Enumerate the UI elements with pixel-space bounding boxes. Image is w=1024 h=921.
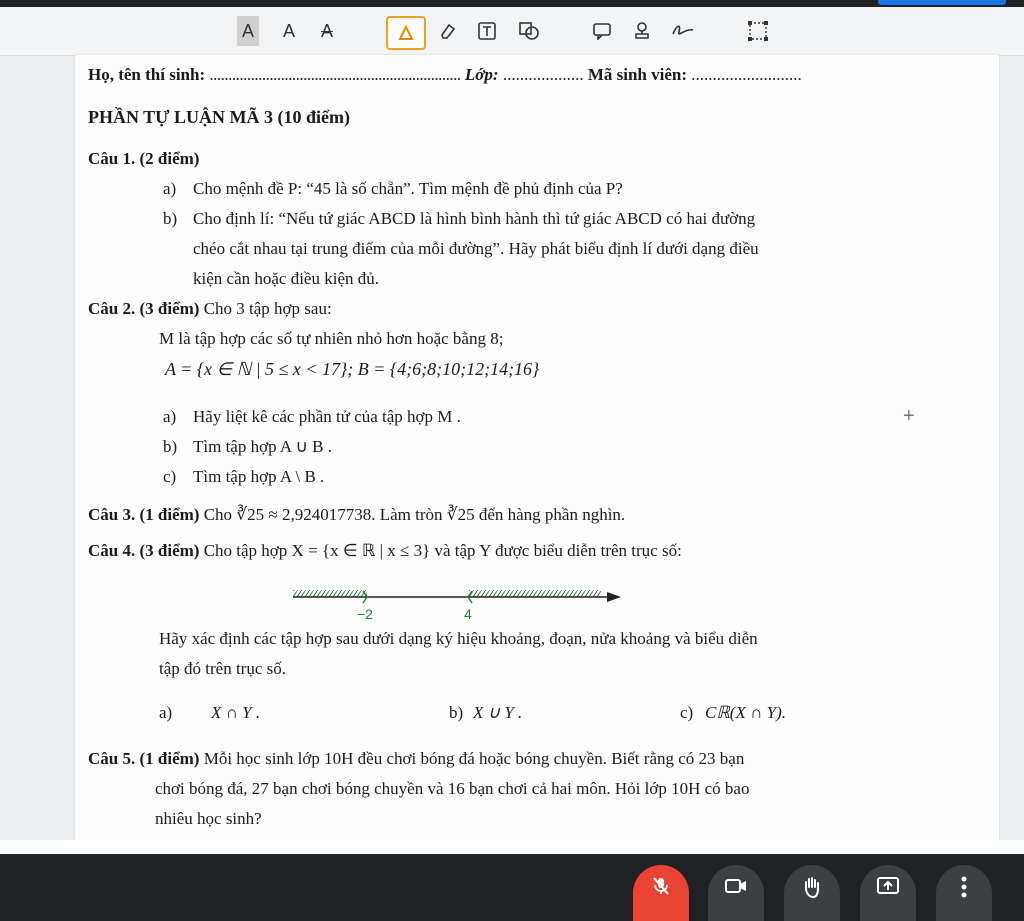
top-strip xyxy=(0,0,1024,7)
q2-set-definitions: A = {x ∈ ℕ | 5 ≤ x < 17}; B = {4;6;8;10;12;14;16} xyxy=(165,359,540,379)
comment-icon xyxy=(592,22,612,40)
class-label: Lớp: xyxy=(464,65,499,84)
text-box-icon xyxy=(477,21,497,41)
q1-a-label: a) xyxy=(163,179,177,198)
shape-button[interactable] xyxy=(514,16,544,46)
question-2-title: Câu 2. (3 điểm) xyxy=(88,299,200,318)
q2-a-text: Hãy liệt kê các phần tử của tập hợp M . xyxy=(193,407,461,426)
signature-icon xyxy=(671,22,695,40)
question-2-intro: Cho 3 tập hợp sau: xyxy=(203,299,332,318)
q2-a-label: a) xyxy=(163,407,177,426)
signature-button[interactable] xyxy=(668,16,698,46)
annotation-toolbar xyxy=(0,7,1024,56)
mic-toggle-button[interactable] xyxy=(633,865,689,921)
question-5-line1: Mỗi học sinh lớp 10H đều chơi bóng đá hoặc bóng chuyền. Biết rằng có 23 bạn xyxy=(203,749,745,768)
q4-a-label: a) xyxy=(159,703,173,722)
pen-tool-button[interactable] xyxy=(386,16,426,50)
text-highlight-button[interactable] xyxy=(237,16,259,46)
question-5 xyxy=(88,749,744,769)
q1-b-line1: Cho định lí: “Nếu tứ giác ABCD là hình bình hành thì tứ giác ABCD có hai đường xyxy=(193,209,756,228)
more-options-button[interactable] xyxy=(936,865,992,921)
document-page xyxy=(75,55,999,840)
raise-hand-button[interactable] xyxy=(784,865,840,921)
question-4-title: Câu 4. (3 điểm) xyxy=(88,541,200,560)
strikethrough-icon: A xyxy=(320,20,333,41)
q4-b-label: b) xyxy=(449,703,464,722)
select-area-button[interactable] xyxy=(743,16,773,46)
question-4 xyxy=(88,541,682,561)
stamp-button[interactable] xyxy=(628,16,656,46)
section-title: PHẦN TỰ LUẬN MÃ 3 (10 điểm) xyxy=(88,107,350,127)
stamp-icon xyxy=(633,21,651,41)
text-box-button[interactable] xyxy=(472,16,502,46)
question-3-title: Câu 3. (1 điểm) xyxy=(88,505,200,524)
q4-b-text: X ∪ Y . xyxy=(473,703,523,722)
tab-indicator xyxy=(878,0,1006,5)
name-label: Họ, tên thí sinh: xyxy=(88,65,206,84)
question-5-line3: nhiêu học sinh? xyxy=(155,809,262,828)
question-2-header xyxy=(88,299,332,319)
camera-toggle-button[interactable] xyxy=(708,865,764,921)
q1-b-label: b) xyxy=(163,209,178,228)
number-line-diagram xyxy=(285,585,635,627)
question-1-title: Câu 1. (2 điểm) xyxy=(88,149,200,168)
select-area-icon xyxy=(747,20,769,42)
student-id-field: .......................... xyxy=(691,65,802,84)
q2-c-text: Tìm tập hợp A \ B . xyxy=(193,467,325,486)
q2-c-label: c) xyxy=(163,467,177,486)
question-4-text: Cho tập hợp X = {x ∈ ℝ | x ≤ 3} và tập Y được biểu diễn trên trục số: xyxy=(203,541,682,560)
hatch-left xyxy=(293,590,367,597)
question-3-text: Cho ∛25 ≈ 2,924017738. Làm tròn ∛25 đến hàng phần nghìn. xyxy=(203,505,626,524)
shape-icon xyxy=(518,21,540,41)
class-field: ................... xyxy=(502,65,584,84)
name-field: ................................................................... xyxy=(209,65,461,84)
q4-c-label: c) xyxy=(680,703,694,722)
q4-instruction-line1: Hãy xác định các tập hợp sau dưới dạng ký hiệu khoảng, đoạn, nửa khoảng và biểu diễn xyxy=(159,629,758,648)
question-5-line2: chơi bóng đá, 27 bạn chơi bóng chuyền và 16 bạn chơi cả hai môn. Hỏi lớp 10H có bao xyxy=(155,779,750,798)
comment-button[interactable] xyxy=(588,16,616,46)
mic-off-icon xyxy=(650,875,672,897)
font-a-icon: A xyxy=(282,20,295,41)
tick-label-left: −2 xyxy=(357,606,373,622)
strikethrough-button[interactable] xyxy=(316,16,338,46)
question-3 xyxy=(88,505,625,525)
q2-m-definition: M là tập hợp các số tự nhiên nhỏ hơn hoặc bằng 8; xyxy=(159,329,504,348)
eraser-button[interactable] xyxy=(432,16,462,46)
eraser-icon xyxy=(437,21,457,41)
student-info-row xyxy=(88,65,802,85)
present-screen-button[interactable] xyxy=(860,865,916,921)
camera-icon xyxy=(724,875,748,895)
add-icon[interactable]: + xyxy=(903,405,915,427)
q4-instruction-line2: tập đó trên trục số. xyxy=(159,659,286,678)
axis-arrow-icon xyxy=(607,592,621,602)
q2-b-text: Tìm tập hợp A ∪ B . xyxy=(193,437,333,456)
q1-a-text: Cho mệnh đề P: “45 là số chẵn”. Tìm mệnh đề phủ định của P? xyxy=(193,179,623,198)
q4-c-text: Cℝ(X ∩ Y). xyxy=(705,703,786,722)
question-5-title: Câu 5. (1 điểm) xyxy=(88,749,200,768)
present-icon xyxy=(876,875,900,895)
q4-a-text: X ∩ Y . xyxy=(211,703,261,722)
hatch-right xyxy=(469,590,601,597)
q1-b-line3: kiện cần hoặc điều kiện đủ. xyxy=(193,269,379,288)
more-vertical-icon xyxy=(960,875,968,899)
text-style-button[interactable] xyxy=(278,16,300,46)
student-id-label: Mã sinh viên: xyxy=(587,65,687,84)
tick-label-right: 4 xyxy=(464,606,472,622)
q1-b-line2: chéo cắt nhau tại trung điểm của mỗi đường”. Hãy phát biểu định lí dưới dạng điều xyxy=(193,239,759,258)
font-a-icon: A xyxy=(241,20,254,41)
q2-b-label: b) xyxy=(163,437,178,456)
pen-icon xyxy=(397,24,415,42)
hand-icon xyxy=(800,875,824,899)
